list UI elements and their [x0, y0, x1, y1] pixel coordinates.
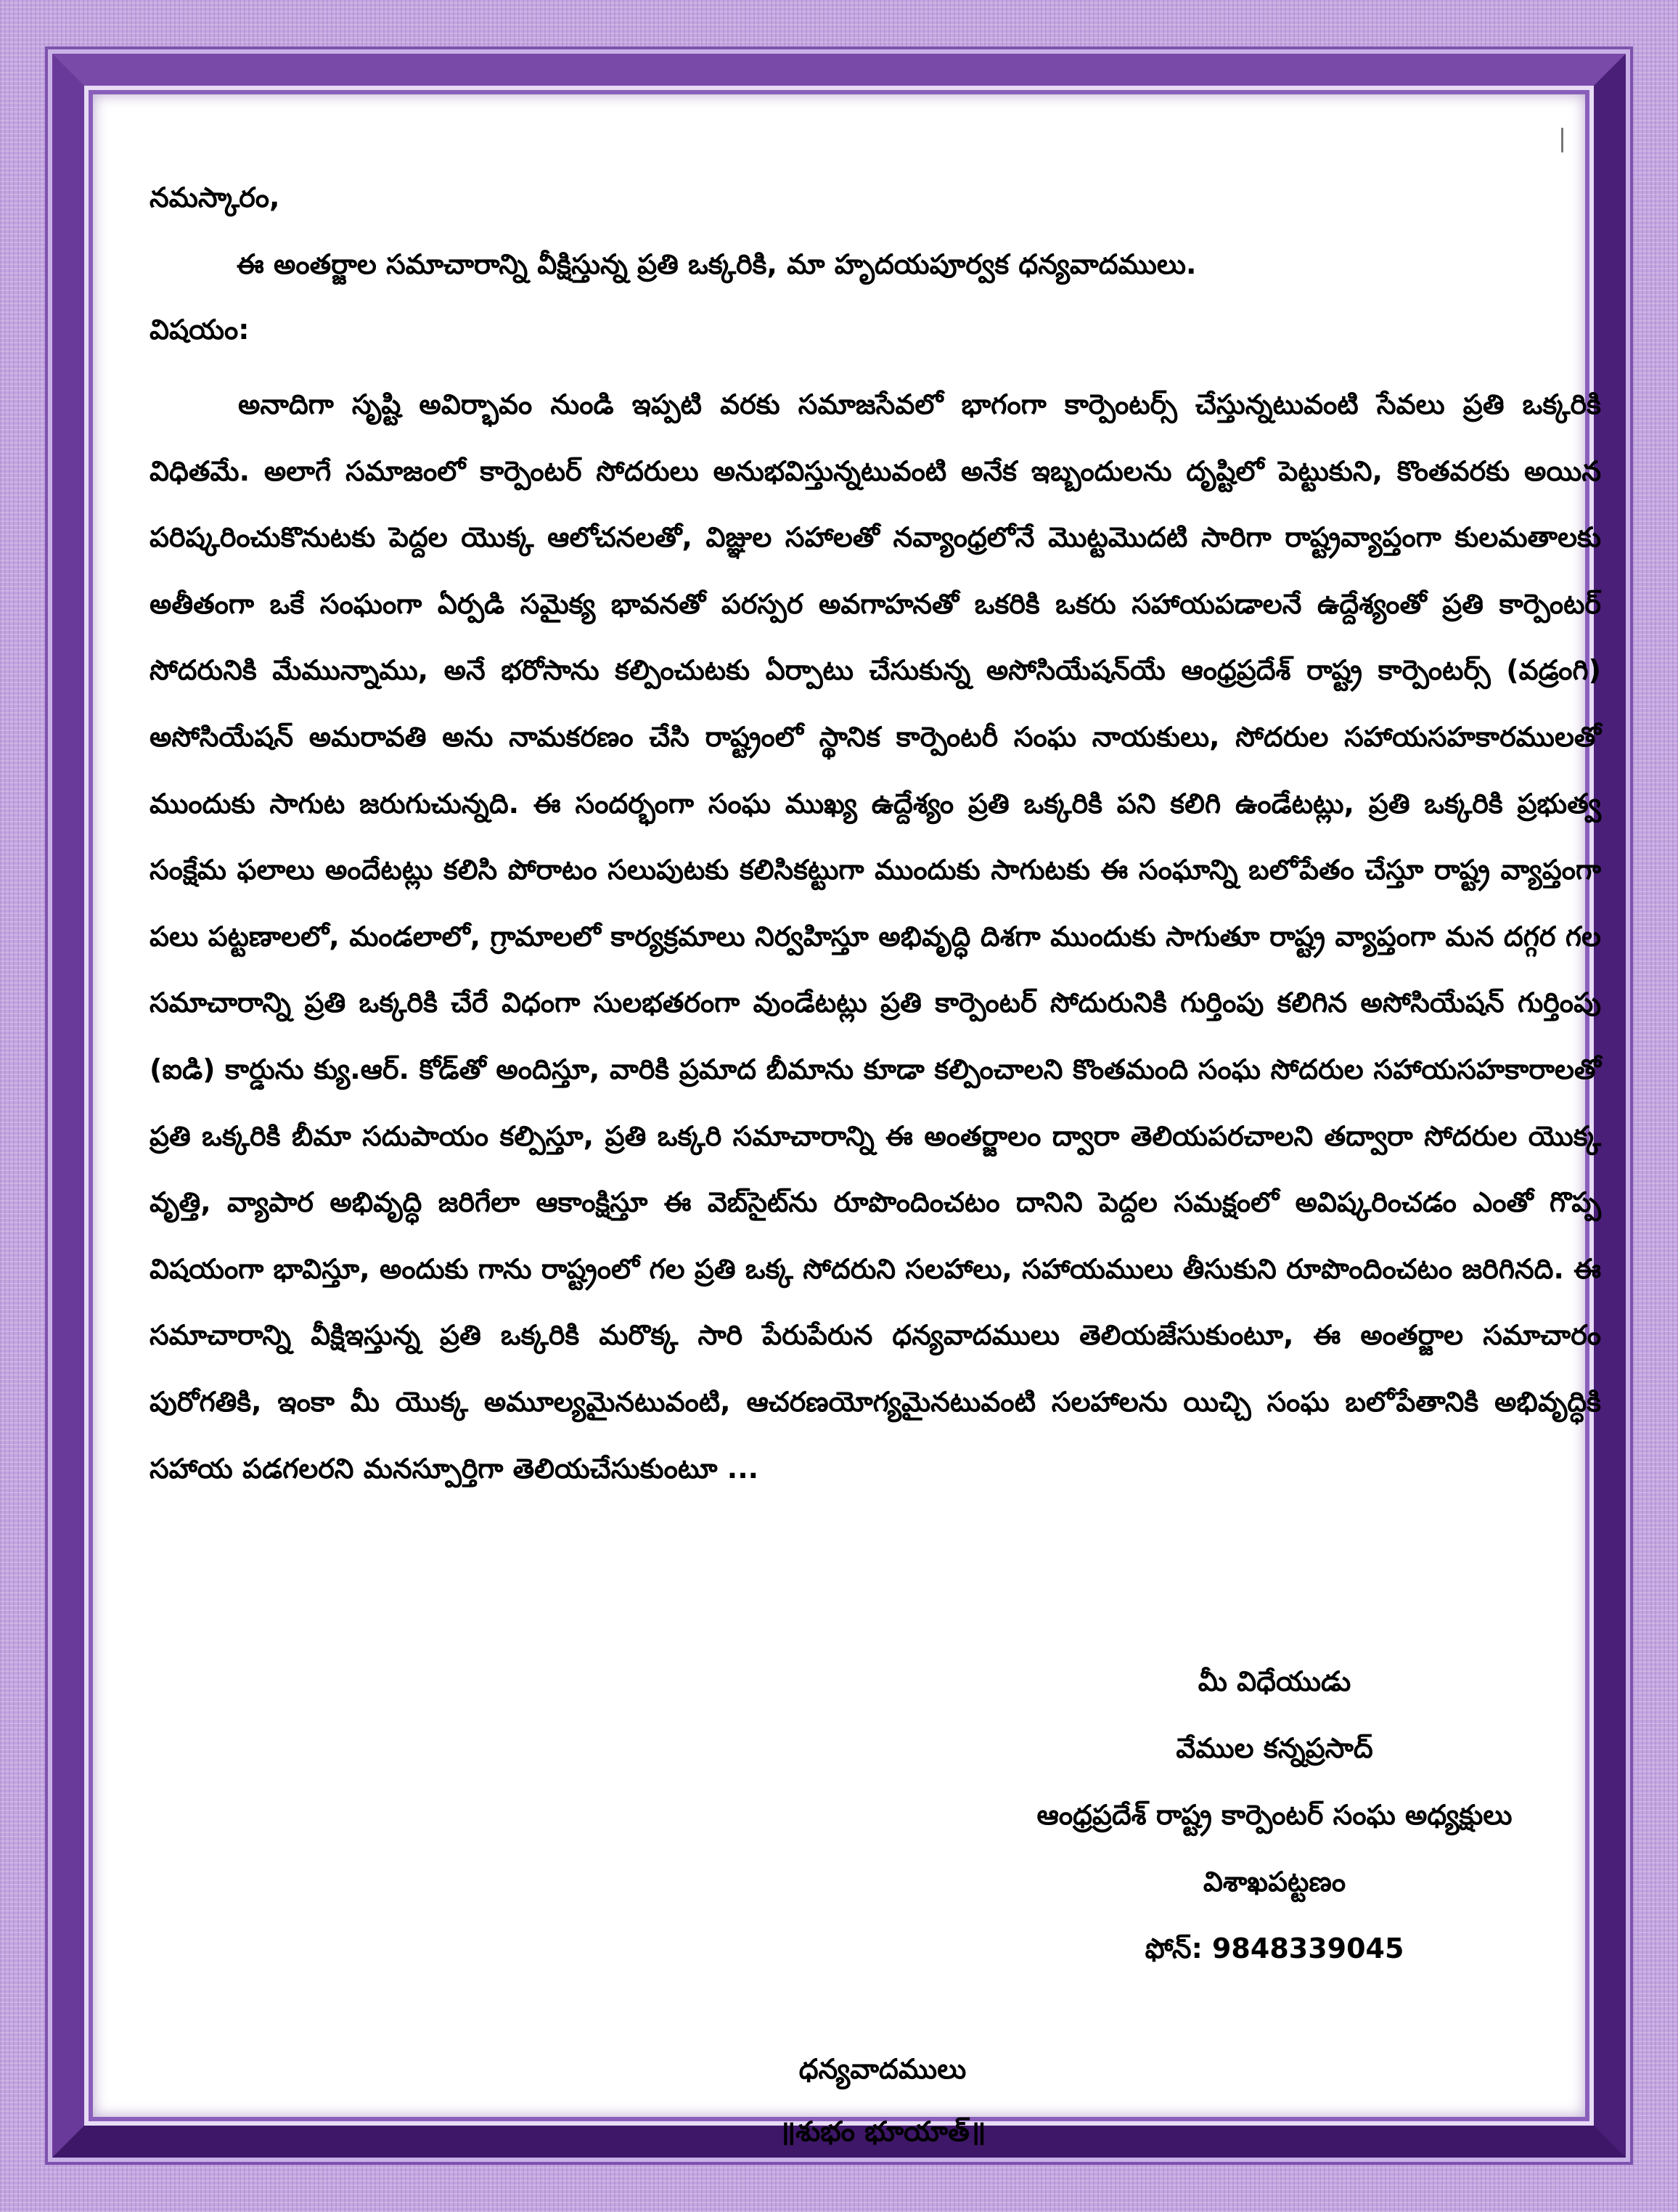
body-paragraph: అనాదిగా సృష్టి అవిర్భావం నుండి ఇప్పటి వరకు సమాజసేవలో భాగంగా కార్పెంటర్స్ చేస్తున్నటువంటి సేవలు ప్రతి ఒక్కరికి విధితమే. అలాగే సమాజంలో కార్పెంటర్ సోదరులు అనుభవిస్తున్నటువంటి అనేక ఇబ్బందులను దృష్టిలో పెట్టుకుని, కొంతవరకు అయిన పరిష్కరించుకొనుటకు పెద్దల యొక్క ఆలోచనలతో, విజ్ఞుల సహాలతో నవ్యాంధ్రలోనే మొట్టమొదటి సారిగా రాష్ట్రవ్యాప్తంగా కులమతాలకు అతీతంగా ఒకే సంఘంగా ఏర్పడి సమైక్య భావనతో పరస్పర అవగాహనతో ఒకరికి ఒకరు సహాయపడాలనే ఉద్దేశ్యంతో ప్రతి కార్పెంటర్ సోదరునికి మేమున్నాము, అనే భరోసాను కల్పించుటకు ఏర్పాటు చేసుకున్న అసోసియేషన్‌యే ఆంధ్రప్రదేశ్ రాష్ట్ర కార్పెంటర్స్ (వడ్రంగి) అసోసియేషన్ అమరావతి అను నామకరణం చేసి రాష్ట్రంలో స్థానిక కార్పెంటరీ సంఘ నాయకులు, సోదరుల సహాయసహకారములతో ముందుకు సాగుట జరుగుచున్నది. ఈ సందర్భంగా సంఘ ముఖ్య ఉద్దేశ్యం ప్రతి ఒక్కరికి పని కలిగి ఉండేటట్లు, ప్రతి ఒక్కరికి ప్రభుత్వ సంక్షేమ ఫలాలు అందేటట్లు కలిసి పోరాటం సలుపుటకు కలిసికట్టుగా ముందుకు సాగుటకు ఈ సంఘాన్ని బలోపేతం చేస్తూ రాష్ట్ర వ్యాప్తంగా పలు పట్టణాలలో, మండలాలో, గ్రామాలలో కార్యక్రమాలు నిర్వహిస్తూ అభివృద్ధి దిశగా ముందుకు సాగుతూ రాష్ట్ర వ్యాప్తంగా మన దగ్గర గల సమాచారాన్ని ప్రతి ఒక్కరికి చేరే విధంగా సులభతరంగా వుండేటట్లు ప్రతి కార్పెంటర్ సోదురునికి గుర్తింపు కలిగిన అసోసియేషన్ గుర్తింపు (ఐడి) కార్డును క్యు.ఆర్. కోడ్‌తో అందిస్తూ, వారికి ప్రమాద బీమాను కూడా కల్పించాలని కొంతమంది సంఘ సోదరుల సహాయసహకారాలతో ప్రతి ఒక్కరికి బీమా సదుపాయం కల్పిస్తూ, ప్రతి ఒక్కరి సమాచారాన్ని ఈ అంతర్జాలం ద్వారా తెలియపరచాలని తద్వారా సోదరుల యొక్క వృత్తి, వ్యాపార అభివృద్ధి జరిగేలా ఆకాంక్షిస్తూ ఈ వెబ్‌సైట్‌ను రూపొందించటం దానిని పెద్దల సమక్షంలో అవిష్కరించడం ఎంతో గొప్ప విషయంగా భావిస్తూ, అందుకు గాను రాష్ట్రంలో గల ప్రతి ఒక్క సోదరుని సలహాలు, సహాయములు తీసుకుని రూపొందించటం జరిగినది. ఈ సమాచారాన్ని వీక్షిఇస్తున్న ప్రతి ఒక్కరికి మరొక్క సారి పేరుపేరున ధన్యవాదములు తెలియజేసుకుంటూ, ఈ అంతర్జాల సమాచారం పురోగతికి, ఇంకా మీ యొక్క అమూల్యమైనటువంటి, ఆచరణయోగ్యమైనటువంటి సలహాలను యిచ్చి సంఘ బలోపేతానికి అభివృద్ధికి సహాయ పడగలరని మనస్పూర్తిగా తెలియచేసుకుంటూ ... — [150, 388, 1601, 1485]
greeting: నమస్కారం, — [150, 181, 280, 213]
signature-closing: మీ విధేయుడు — [1198, 1665, 1351, 1697]
footer-blessing: ॥శుభం భూయాత్॥ — [779, 2115, 986, 2147]
scan-corner-mark — [1561, 128, 1571, 152]
signature-phone: ఫోన్: 9848339045 — [1145, 1933, 1404, 1964]
subject-label: విషయం: — [150, 314, 250, 346]
footer-thanks: ధన్యవాదములు — [798, 2053, 967, 2085]
letter-page — [113, 115, 1601, 2147]
signature-city: విశాఖపట్టణం — [1203, 1866, 1346, 1898]
signature-name: వేముల కన్నప్రసాద్ — [1176, 1732, 1373, 1764]
thanks-line: ఈ అంతర్జాల సమాచారాన్ని వీక్షిస్తున్న ప్రతి ఒక్కరికి, మా హృదయపూర్వక ధన్యవాదములు. — [237, 248, 1197, 280]
purple-frame-border — [52, 54, 1626, 2158]
signature-title: ఆంధ్రప్రదేశ్ రాష్ట్ర కార్పెంటర్ సంఘ అధ్యక్షులు — [1036, 1799, 1513, 1831]
